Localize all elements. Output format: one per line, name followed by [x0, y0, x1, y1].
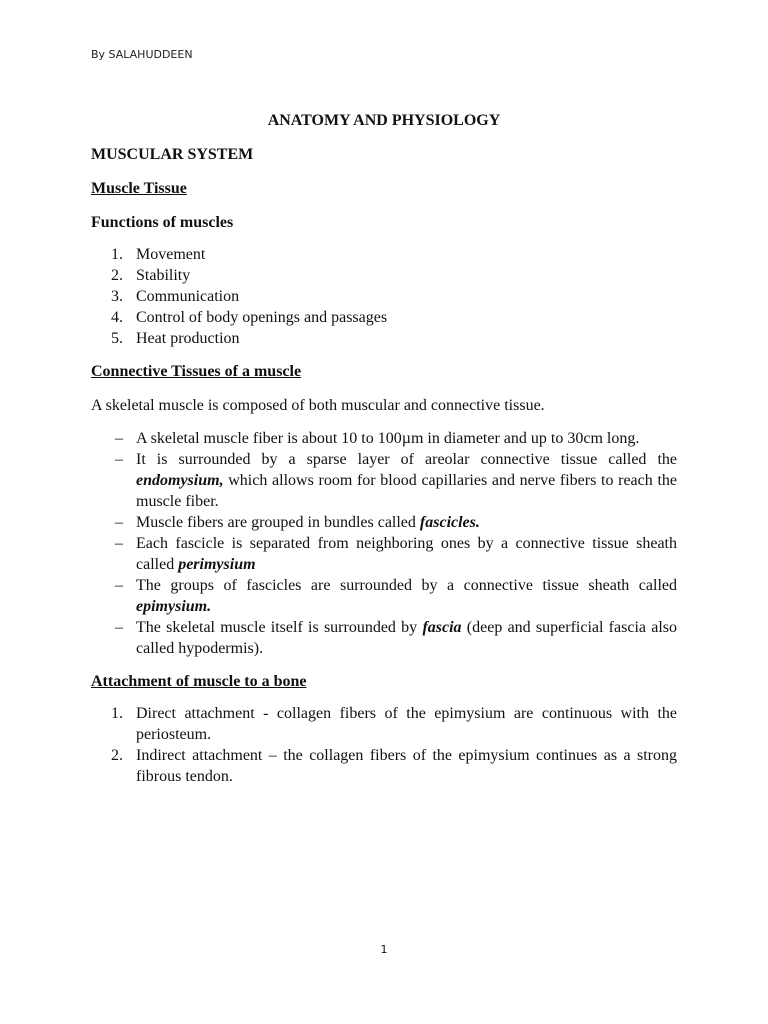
connective-list	[91, 428, 677, 659]
list-item: – A skeletal muscle fiber is about 10 to 100µm in diameter and up to 30cm long.	[115, 430, 640, 447]
connective-intro: A skeletal muscle is composed of both muscular and connective tissue.	[91, 397, 545, 414]
list-item: – Muscle fibers are grouped in bundles called fascicles.	[115, 514, 480, 531]
header-author: By SALAHUDDEEN	[91, 48, 193, 61]
list-item: – It is surrounded by a sparse layer of areolar connective tissue called the endomysium, which allows room for blood capillaries and nerve fibers to reach the muscle fiber.	[115, 451, 677, 510]
list-item: 5. Heat production	[111, 330, 240, 347]
list-item: – The skeletal muscle itself is surrounded by fascia (deep and superficial fascia also called hypodermis).	[115, 619, 678, 657]
page-number: 1	[380, 943, 388, 956]
list-item: – The groups of fascicles are surrounded by a connective tissue sheath called epimysium.	[115, 577, 677, 615]
list-item: – Each fascicle is separated from neighboring ones by a connective tissue sheath called perimysium	[115, 535, 677, 573]
list-item: 1. Movement	[111, 246, 206, 263]
attachment-list	[91, 703, 677, 787]
list-item: 3. Communication	[111, 288, 240, 305]
list-item: 1. Direct attachment - collagen fibers of the epimysium are continuous with the periosteum.	[111, 705, 677, 743]
section-heading: MUSCULAR SYSTEM	[91, 146, 254, 163]
functions-list	[91, 244, 677, 349]
list-item: 4. Control of body openings and passages	[111, 309, 388, 326]
page-title: ANATOMY AND PHYSIOLOGY	[267, 112, 501, 129]
attachment-heading: Attachment of muscle to a bone	[91, 673, 307, 690]
muscle-tissue-heading: Muscle Tissue	[91, 180, 187, 197]
list-item: 2. Stability	[111, 267, 191, 284]
connective-heading: Connective Tissues of a muscle	[91, 363, 302, 380]
document-content	[91, 110, 677, 787]
list-item: 2. Indirect attachment – the collagen fibers of the epimysium continues as a strong fibrous tendon.	[111, 747, 677, 785]
functions-heading: Functions of muscles	[91, 214, 234, 231]
